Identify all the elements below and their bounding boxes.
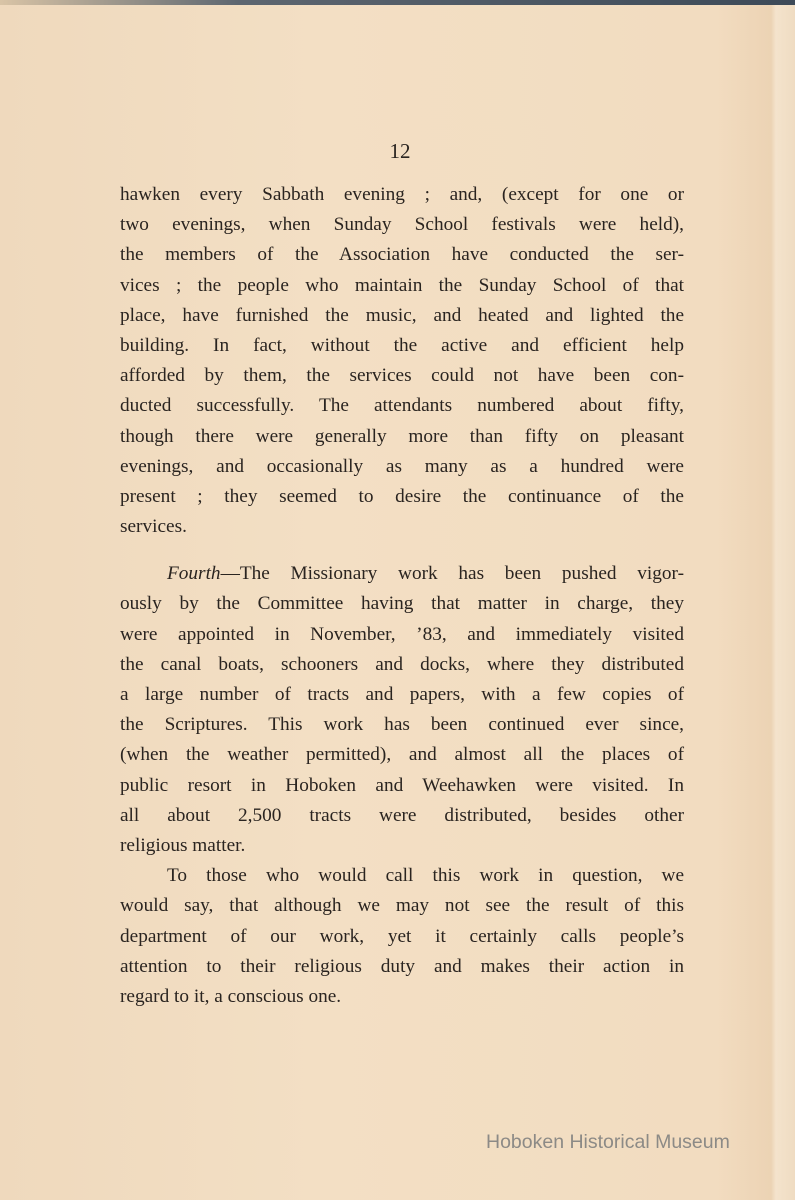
paragraph (120, 180, 684, 542)
text-line (120, 801, 684, 831)
text-line (120, 301, 684, 331)
text-line (120, 559, 684, 589)
text-line (120, 271, 684, 301)
line-text: attention to their religious duty and makes their action in (120, 955, 684, 977)
text-line (120, 861, 684, 891)
text-line (120, 891, 684, 921)
text-line (120, 180, 684, 210)
line-text: ously by the Committee having that matter in charge, they (120, 593, 684, 615)
page-top-edge (0, 0, 795, 5)
line-text: afforded by them, the services could not have been con- (120, 365, 684, 387)
watermark: Hoboken Historical Museum (486, 1131, 730, 1153)
text-line (120, 680, 684, 710)
text-line (120, 589, 684, 619)
text-line (120, 361, 684, 391)
line-text: place, have furnished the music, and heated and lighted the (120, 304, 684, 326)
line-text: present ; they seemed to desire the continuance of the (120, 485, 684, 507)
text-line (120, 922, 684, 952)
page-number: 12 (389, 139, 411, 163)
text-line (120, 831, 684, 861)
text-line (120, 210, 684, 240)
text-line (120, 740, 684, 770)
line-text: regard to it, a conscious one. (120, 985, 342, 1007)
text-line (120, 771, 684, 801)
line-text: religious matter. (120, 834, 246, 856)
line-text: department of our work, yet it certainly calls people’s (120, 925, 684, 947)
line-text: the Scriptures. This work has been continued ever since, (120, 714, 684, 736)
line-text: would say, that although we may not see the result of this (120, 895, 684, 917)
text-line (120, 240, 684, 270)
text-line (120, 650, 684, 680)
line-text: services. (120, 516, 187, 538)
line-text: the members of the Association have conducted the ser- (120, 244, 684, 266)
line-text: a large number of tracts and papers, with a few copies of (120, 684, 684, 705)
line-text: ducted successfully. The attendants numbered about fifty, (120, 395, 684, 417)
line-text: To those who would call this work in question, we (167, 865, 684, 887)
text-line (120, 620, 684, 650)
line-text: evenings, and occasionally as many as a hundred were (120, 455, 684, 477)
text-line (120, 982, 684, 1012)
line-text: were appointed in November, ’83, and immediately visited (120, 623, 684, 645)
line-text: (when the weather permitted), and almost all the places of (120, 744, 684, 766)
text-line (120, 452, 684, 482)
line-text: the canal boats, schooners and docks, where they distributed (120, 653, 684, 675)
line-text: vices ; the people who maintain the Sunday School of that (120, 274, 684, 296)
italic-lead: Fourth (167, 563, 221, 585)
line-text: hawken every Sabbath evening ; and, (except for one or (120, 184, 684, 205)
line-text: building. In fact, without the active and efficient help (120, 334, 684, 356)
text-line (120, 710, 684, 740)
text-line (120, 331, 684, 361)
line-text: —The Missionary work has been pushed vigor- (220, 563, 684, 585)
text-line (120, 482, 684, 512)
text-line (120, 512, 684, 542)
text-line (120, 422, 684, 452)
line-text: two evenings, when Sunday School festivals were held), (120, 214, 684, 236)
line-text: all about 2,500 tracts were distributed, besides other (120, 804, 684, 826)
paragraph (120, 559, 684, 861)
paragraph (120, 861, 684, 1012)
line-text: though there were generally more than fifty on pleasant (120, 425, 684, 447)
text-line (120, 952, 684, 982)
text-line (120, 391, 684, 421)
page-body-text (120, 180, 684, 1029)
line-text: public resort in Hoboken and Weehawken were visited. In (120, 774, 684, 796)
